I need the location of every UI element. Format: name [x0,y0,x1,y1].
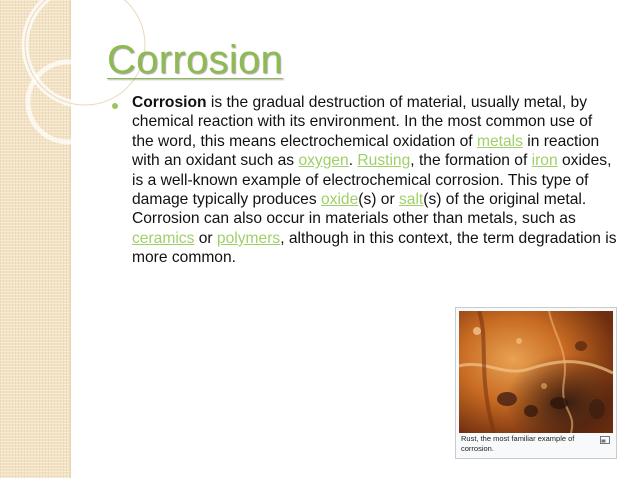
body-text-3: . [348,152,358,170]
link-salt[interactable]: salt [398,191,424,209]
body-text-6: (s) or [358,191,399,209]
body-text-2: in reaction with an oxidant such as [132,132,600,170]
body-text-8: or [194,229,217,247]
body-paragraph [132,93,617,268]
body-text-7: (s) of the original metal. Corrosion can also occur in materials other than metals, such as [132,191,587,228]
body-text-5: oxides, is a well-known example of electrochemical corrosion. This type of damage typically produces [132,152,612,209]
link-polymers[interactable]: polymers [216,229,281,247]
body-text-9: , although in this context, the term degradation is more common. [132,229,617,267]
body-text-4: , the formation of [410,152,532,170]
body-text-1: is the gradual destruction of material, usually metal, by chemical reaction with its environment. In the most common use of the word, this means electrochemical oxidation of [132,94,593,150]
rust-image[interactable] [459,311,613,433]
rust-figure [455,307,617,459]
lead-term: Corrosion [132,94,207,111]
band-divider [70,0,71,478]
link-metals[interactable]: metals [476,132,523,150]
link-rusting[interactable]: Rusting [357,152,411,170]
slide-title: Corrosion [107,38,284,82]
figure-caption: Rust, the most familiar example of corrosion. [461,434,575,453]
side-decor-band [0,0,70,478]
enlarge-icon[interactable] [600,436,610,444]
link-ceramics[interactable]: ceramics [132,229,195,247]
bullet-icon [112,103,118,109]
link-oxide[interactable]: oxide [320,191,359,209]
link-oxygen[interactable]: oxygen [298,152,349,170]
link-iron[interactable]: iron [531,152,558,170]
